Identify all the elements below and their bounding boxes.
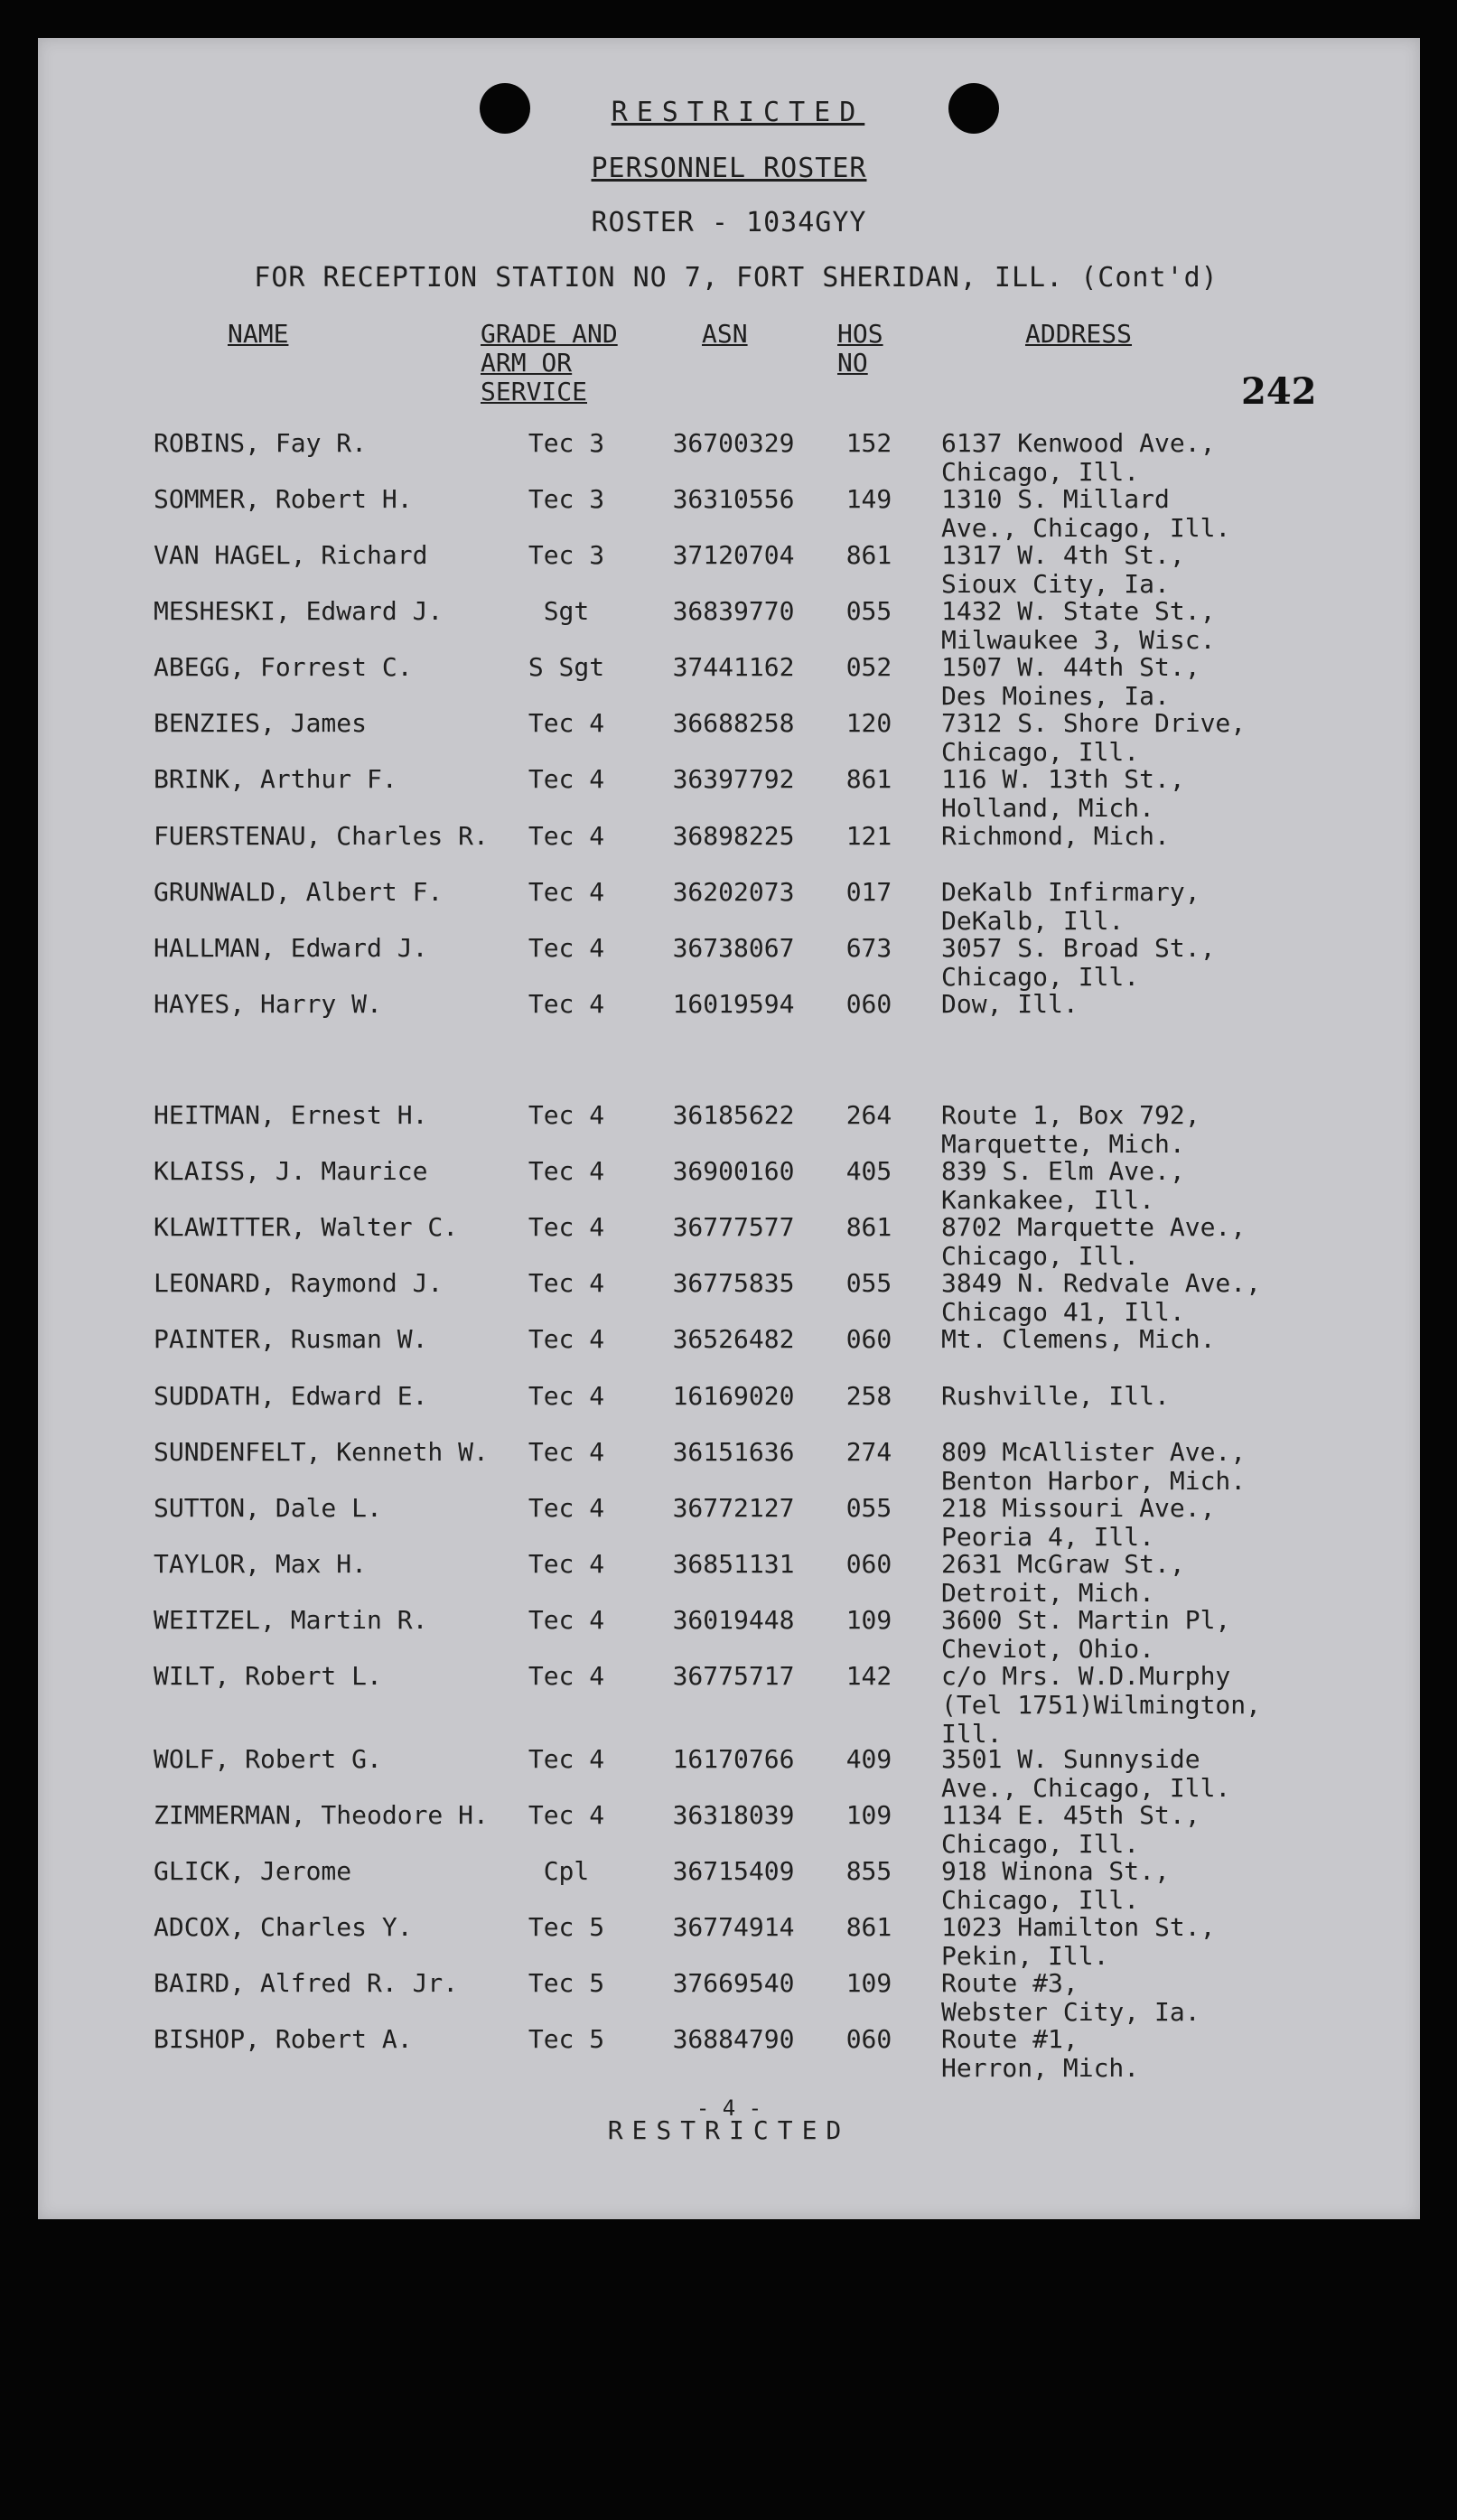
row-hos-number: 673	[845, 933, 892, 963]
row-asn: 36775835	[672, 1268, 795, 1298]
row-hos-number: 109	[845, 1800, 892, 1830]
row-hos-number: 142	[845, 1661, 892, 1691]
row-grade: Tec 4	[528, 1549, 605, 1579]
row-hos-number: 055	[845, 1493, 892, 1523]
table-row	[38, 709, 1420, 765]
row-address: 1023 Hamilton St., Pekin, Ill.	[941, 1912, 1216, 1971]
row-name: HALLMAN, Edward J.	[154, 933, 428, 963]
table-row	[38, 1745, 1420, 1801]
table-row	[38, 934, 1420, 990]
row-address: 1310 S. Millard Ave., Chicago, Ill.	[941, 484, 1231, 543]
row-asn: 36772127	[672, 1493, 795, 1523]
row-asn: 36738067	[672, 933, 795, 963]
row-grade: Tec 4	[528, 821, 605, 851]
column-header-asn: ASN	[702, 319, 748, 349]
row-hos-number: 861	[845, 540, 892, 570]
row-asn: 36898225	[672, 821, 795, 851]
row-grade: Tec 5	[528, 1968, 605, 1998]
row-hos-number: 055	[845, 1268, 892, 1298]
table-row	[38, 541, 1420, 597]
row-grade: Tec 4	[528, 1437, 605, 1467]
row-hos-number: 060	[845, 989, 892, 1019]
row-hos-number: 258	[845, 1381, 892, 1411]
row-asn: 36185622	[672, 1100, 795, 1130]
row-hos-number: 055	[845, 596, 892, 626]
row-name: SUNDENFELT, Kenneth W.	[154, 1437, 489, 1467]
row-asn: 36900160	[672, 1156, 795, 1186]
row-hos-number: 264	[845, 1100, 892, 1130]
table-row	[38, 485, 1420, 541]
row-address: 2631 McGraw St., Detroit, Mich.	[941, 1549, 1185, 1608]
row-hos-number: 149	[845, 484, 892, 514]
row-address: 918 Winona St., Chicago, Ill.	[941, 1856, 1170, 1915]
row-address: 809 McAllister Ave., Benton Harbor, Mich.	[941, 1437, 1247, 1496]
classification-footer: RESTRICTED	[607, 2115, 851, 2145]
row-address: Rushville, Ill.	[941, 1381, 1170, 1411]
row-grade: Tec 3	[528, 540, 605, 570]
row-asn: 36700329	[672, 428, 795, 458]
row-address: 3849 N. Redvale Ave., Chicago 41, Ill.	[941, 1268, 1262, 1327]
row-address: 839 S. Elm Ave., Kankakee, Ill.	[941, 1156, 1185, 1215]
row-name: TAYLOR, Max H.	[154, 1549, 368, 1579]
row-asn: 16019594	[672, 989, 795, 1019]
row-address: Mt. Clemens, Mich.	[941, 1324, 1216, 1354]
row-asn: 36526482	[672, 1324, 795, 1354]
row-asn: 36715409	[672, 1856, 795, 1886]
row-hos-number: 274	[845, 1437, 892, 1467]
row-name: LEONARD, Raymond J.	[154, 1268, 444, 1298]
row-address: DeKalb Infirmary, DeKalb, Ill.	[941, 877, 1200, 936]
row-name: ABEGG, Forrest C.	[154, 652, 413, 682]
row-asn: 16170766	[672, 1744, 795, 1774]
footer-page-marker: - 4 -	[696, 2095, 762, 2121]
row-name: MESHESKI, Edward J.	[154, 596, 444, 626]
table-row	[38, 1213, 1420, 1269]
row-grade: Tec 4	[528, 1100, 605, 1130]
table-row	[38, 1438, 1420, 1494]
row-address: 1134 E. 45th St., Chicago, Ill.	[941, 1800, 1200, 1859]
row-hos-number: 109	[845, 1605, 892, 1635]
row-name: BISHOP, Robert A.	[154, 2024, 413, 2054]
row-address: 218 Missouri Ave., Peoria 4, Ill.	[941, 1493, 1216, 1552]
row-hos-number: 405	[845, 1156, 892, 1186]
row-grade: Tec 4	[528, 1268, 605, 1298]
table-row	[38, 1969, 1420, 2025]
row-hos-number: 060	[845, 2024, 892, 2054]
row-grade: Cpl	[543, 1856, 590, 1886]
row-grade: S Sgt	[528, 652, 605, 682]
row-name: ZIMMERMAN, Theodore H.	[154, 1800, 489, 1830]
row-address: Route #3, Webster City, Ia.	[941, 1968, 1200, 2027]
table-row	[38, 1325, 1420, 1381]
row-asn: 36851131	[672, 1549, 795, 1579]
row-grade: Tec 4	[528, 933, 605, 963]
row-grade: Tec 3	[528, 428, 605, 458]
table-row	[38, 878, 1420, 934]
row-address: 1432 W. State St., Milwaukee 3, Wisc.	[941, 596, 1216, 655]
row-address: Richmond, Mich.	[941, 821, 1170, 851]
row-asn: 36019448	[672, 1605, 795, 1635]
row-grade: Tec 4	[528, 1212, 605, 1242]
row-name: SUDDATH, Edward E.	[154, 1381, 428, 1411]
row-asn: 36202073	[672, 877, 795, 907]
row-hos-number: 152	[845, 428, 892, 458]
row-asn: 36774914	[672, 1912, 795, 1942]
table-row	[38, 765, 1420, 821]
row-asn: 36775717	[672, 1661, 795, 1691]
table-row	[38, 597, 1420, 653]
row-address: 3501 W. Sunnyside Ave., Chicago, Ill.	[941, 1744, 1231, 1803]
row-grade: Tec 4	[528, 1661, 605, 1691]
column-header-hos: HOS NO	[837, 319, 883, 378]
row-hos-number: 855	[845, 1856, 892, 1886]
column-header-name: NAME	[228, 319, 289, 349]
row-asn: 36884790	[672, 2024, 795, 2054]
row-name: PAINTER, Rusman W.	[154, 1324, 428, 1354]
row-grade: Tec 4	[528, 877, 605, 907]
row-name: HAYES, Harry W.	[154, 989, 382, 1019]
row-address: Dow, Ill.	[941, 989, 1079, 1019]
row-hos-number: 861	[845, 1912, 892, 1942]
row-name: WILT, Robert L.	[154, 1661, 382, 1691]
row-address: 1317 W. 4th St., Sioux City, Ia.	[941, 540, 1185, 599]
table-row	[38, 1857, 1420, 1913]
row-grade: Tec 4	[528, 989, 605, 1019]
row-name: ROBINS, Fay R.	[154, 428, 368, 458]
row-grade: Sgt	[543, 596, 590, 626]
row-asn: 37669540	[672, 1968, 795, 1998]
table-row	[38, 1550, 1420, 1606]
row-grade: Tec 4	[528, 708, 605, 738]
row-grade: Tec 5	[528, 2024, 605, 2054]
row-hos-number: 017	[845, 877, 892, 907]
row-grade: Tec 3	[528, 484, 605, 514]
row-address: c/o Mrs. W.D.Murphy (Tel 1751)Wilmington, Ill.	[941, 1661, 1262, 1749]
column-header-address: ADDRESS	[1025, 319, 1133, 349]
row-hos-number: 109	[845, 1968, 892, 1998]
row-address: 1507 W. 44th St., Des Moines, Ia.	[941, 652, 1200, 711]
roster-page	[38, 38, 1420, 2219]
row-grade: Tec 5	[528, 1912, 605, 1942]
row-address: 3600 St. Martin Pl, Cheviot, Ohio.	[941, 1605, 1231, 1664]
row-grade: Tec 4	[528, 1324, 605, 1354]
row-asn: 36777577	[672, 1212, 795, 1242]
row-name: ADCOX, Charles Y.	[154, 1912, 413, 1942]
row-asn: 37441162	[672, 652, 795, 682]
row-hos-number: 060	[845, 1324, 892, 1354]
row-hos-number: 861	[845, 764, 892, 794]
station-line: FOR RECEPTION STATION NO 7, FORT SHERIDAN, ILL. (Cont'd)	[254, 262, 1219, 294]
row-address: 116 W. 13th St., Holland, Mich.	[941, 764, 1185, 823]
row-grade: Tec 4	[528, 1605, 605, 1635]
row-hos-number: 409	[845, 1744, 892, 1774]
row-address: 6137 Kenwood Ave., Chicago, Ill.	[941, 428, 1216, 487]
page-number: 242	[1241, 370, 1317, 413]
row-name: BENZIES, James	[154, 708, 368, 738]
row-asn: 36688258	[672, 708, 795, 738]
row-asn: 37120704	[672, 540, 795, 570]
table-row	[38, 1913, 1420, 1969]
row-name: BRINK, Arthur F.	[154, 764, 397, 794]
row-name: GRUNWALD, Albert F.	[154, 877, 444, 907]
row-asn: 36839770	[672, 596, 795, 626]
row-name: GLICK, Jerome	[154, 1856, 352, 1886]
column-header-grade: GRADE AND ARM OR SERVICE	[481, 319, 618, 406]
row-hos-number: 120	[845, 708, 892, 738]
table-row	[38, 429, 1420, 485]
table-row	[38, 1801, 1420, 1857]
row-name: VAN HAGEL, Richard	[154, 540, 428, 570]
row-address: 8702 Marquette Ave., Chicago, Ill.	[941, 1212, 1247, 1271]
row-asn: 36397792	[672, 764, 795, 794]
document-title: PERSONNEL ROSTER	[591, 153, 867, 184]
row-name: WOLF, Robert G.	[154, 1744, 382, 1774]
row-name: KLAISS, J. Maurice	[154, 1156, 428, 1186]
row-grade: Tec 4	[528, 764, 605, 794]
table-row	[38, 990, 1420, 1046]
row-asn: 16169020	[672, 1381, 795, 1411]
row-grade: Tec 4	[528, 1156, 605, 1186]
classification-header: RESTRICTED	[611, 97, 865, 128]
row-grade: Tec 4	[528, 1381, 605, 1411]
row-asn: 36151636	[672, 1437, 795, 1467]
row-name: HEITMAN, Ernest H.	[154, 1100, 428, 1130]
table-row	[38, 1101, 1420, 1157]
row-name: WEITZEL, Martin R.	[154, 1605, 428, 1635]
table-row	[38, 1157, 1420, 1213]
row-name: SOMMER, Robert H.	[154, 484, 413, 514]
table-row	[38, 1494, 1420, 1550]
row-hos-number: 861	[845, 1212, 892, 1242]
row-name: KLAWITTER, Walter C.	[154, 1212, 459, 1242]
row-hos-number: 060	[845, 1549, 892, 1579]
row-address: Route 1, Box 792, Marquette, Mich.	[941, 1100, 1200, 1159]
table-row	[38, 822, 1420, 878]
row-asn: 36310556	[672, 484, 795, 514]
row-grade: Tec 4	[528, 1493, 605, 1523]
table-row	[38, 1382, 1420, 1438]
row-name: SUTTON, Dale L.	[154, 1493, 382, 1523]
table-row	[38, 1606, 1420, 1662]
row-hos-number: 121	[845, 821, 892, 851]
row-name: BAIRD, Alfred R. Jr.	[154, 1968, 459, 1998]
roster-table	[38, 38, 1420, 2219]
table-row	[38, 653, 1420, 709]
row-name: FUERSTENAU, Charles R.	[154, 821, 489, 851]
row-address: 7312 S. Shore Drive, Chicago, Ill.	[941, 708, 1247, 767]
row-address: Route #1, Herron, Mich.	[941, 2024, 1140, 2083]
row-asn: 36318039	[672, 1800, 795, 1830]
roster-id: ROSTER - 1034GYY	[591, 207, 867, 238]
row-hos-number: 052	[845, 652, 892, 682]
table-row	[38, 1661, 1420, 1749]
table-row	[38, 1269, 1420, 1325]
row-grade: Tec 4	[528, 1800, 605, 1830]
row-address: 3057 S. Broad St., Chicago, Ill.	[941, 933, 1216, 992]
table-row	[38, 2025, 1420, 2081]
row-grade: Tec 4	[528, 1744, 605, 1774]
